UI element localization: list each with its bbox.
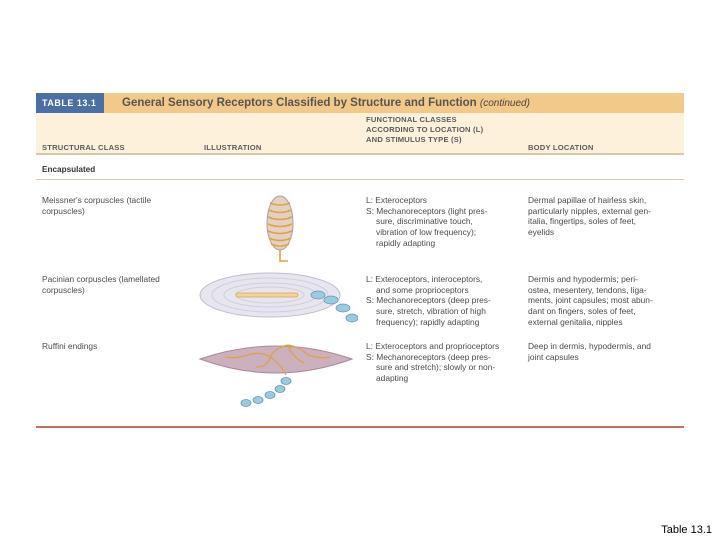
functional-line: rapidly adapting	[376, 237, 436, 248]
functional-line: L: Exteroceptors, interoceptors,	[366, 274, 483, 284]
header-body-location: BODY LOCATION	[528, 143, 594, 152]
myelin-segment	[241, 400, 251, 407]
header-divider	[36, 153, 684, 155]
functional-line: and some proprioceptors	[376, 284, 469, 295]
functional-line: S: Mechanoreceptors (deep pres-	[366, 295, 491, 306]
location-line: dant on fingers, soles of feet,	[528, 306, 636, 317]
table-bottom-rule	[36, 426, 684, 428]
functional-line: L: Exteroceptors and proprioceptors	[366, 341, 500, 351]
myelin-segment	[265, 392, 275, 399]
pacinian-corpuscle-illustration	[198, 269, 358, 325]
location-line: eyelids	[528, 227, 555, 238]
location-line: italia, fingertips, soles of feet,	[528, 216, 636, 227]
myelin-segment	[324, 296, 338, 304]
header-structural-class: STRUCTURAL CLASS	[42, 143, 125, 152]
functional-line: sure, discriminative touch,	[376, 216, 473, 227]
myelin-segment	[346, 314, 358, 322]
meissner-axon	[280, 250, 288, 261]
row-pacinian-functional	[366, 274, 491, 328]
functional-line: L: Exteroceptors	[366, 195, 427, 205]
header-functional-classes	[366, 115, 483, 145]
name-line: corpuscles)	[42, 205, 85, 216]
header-functional-line: FUNCTIONAL CLASSES	[366, 115, 457, 124]
header-functional-line: ACCORDING TO LOCATION (L)	[366, 125, 484, 134]
location-line: particularly nipples, external gen-	[528, 205, 651, 216]
row-meissner-name	[42, 195, 151, 216]
table-number-label: TABLE 13.1	[36, 93, 104, 113]
location-line: Dermis and hypodermis; peri-	[528, 274, 638, 284]
section-encapsulated: Encapsulated	[42, 165, 96, 174]
location-line: Deep in dermis, hypodermis, and	[528, 341, 651, 351]
ruffini-ending-illustration	[196, 337, 356, 413]
table-title	[122, 93, 530, 113]
table-continued-note: (continued)	[479, 98, 530, 109]
myelin-segment	[253, 397, 263, 404]
name-line: Meissner's corpuscles (tactile	[42, 195, 152, 205]
myelin-segment	[336, 304, 350, 312]
location-line: ostea, mesentery, tendons, liga-	[528, 284, 647, 295]
row-pacinian-location	[528, 274, 653, 328]
table-title-bar	[36, 93, 684, 113]
myelin-segment	[275, 386, 285, 393]
row-ruffini-location	[528, 341, 651, 362]
name-line: Pacinian corpuscles (lamellated	[42, 274, 160, 284]
myelin-segment	[311, 291, 325, 299]
functional-line: adapting	[376, 373, 409, 384]
location-line: joint capsules	[528, 351, 579, 362]
functional-line: vibration of low frequency);	[376, 227, 477, 238]
slide-caption: Table 13.1	[661, 524, 712, 536]
location-line: Dermal papillae of hairless skin,	[528, 195, 647, 205]
name-line: corpuscles)	[42, 284, 85, 295]
table-header	[36, 113, 684, 153]
functional-line: sure, stretch, vibration of high	[376, 306, 486, 317]
myelin-segment	[281, 378, 291, 385]
row-ruffini-functional	[366, 341, 499, 384]
header-functional-line: AND STIMULUS TYPE (S)	[366, 135, 462, 144]
section-divider	[36, 179, 684, 180]
location-line: external genitalia, nipples	[528, 316, 623, 327]
row-ruffini-name	[42, 341, 97, 352]
row-meissner-location	[528, 195, 651, 238]
functional-line: sure and stretch); slowly or non-	[376, 362, 496, 373]
table-title-text: General Sensory Receptors Classified by Structure and Function	[122, 97, 477, 109]
row-meissner-functional	[366, 195, 488, 249]
functional-line: S: Mechanoreceptors (light pres-	[366, 205, 488, 216]
meissner-corpuscle-illustration	[260, 193, 300, 271]
receptor-table	[36, 93, 684, 429]
functional-line: S: Mechanoreceptors (deep pres-	[366, 351, 491, 362]
functional-line: frequency); rapidly adapting	[376, 316, 480, 327]
row-pacinian-name	[42, 274, 160, 295]
name-line: Ruffini endings	[42, 341, 98, 351]
pacinian-nerve-ending	[236, 293, 298, 297]
header-illustration: ILLUSTRATION	[204, 143, 262, 152]
location-line: ments, joint capsules; most abun-	[528, 295, 653, 306]
